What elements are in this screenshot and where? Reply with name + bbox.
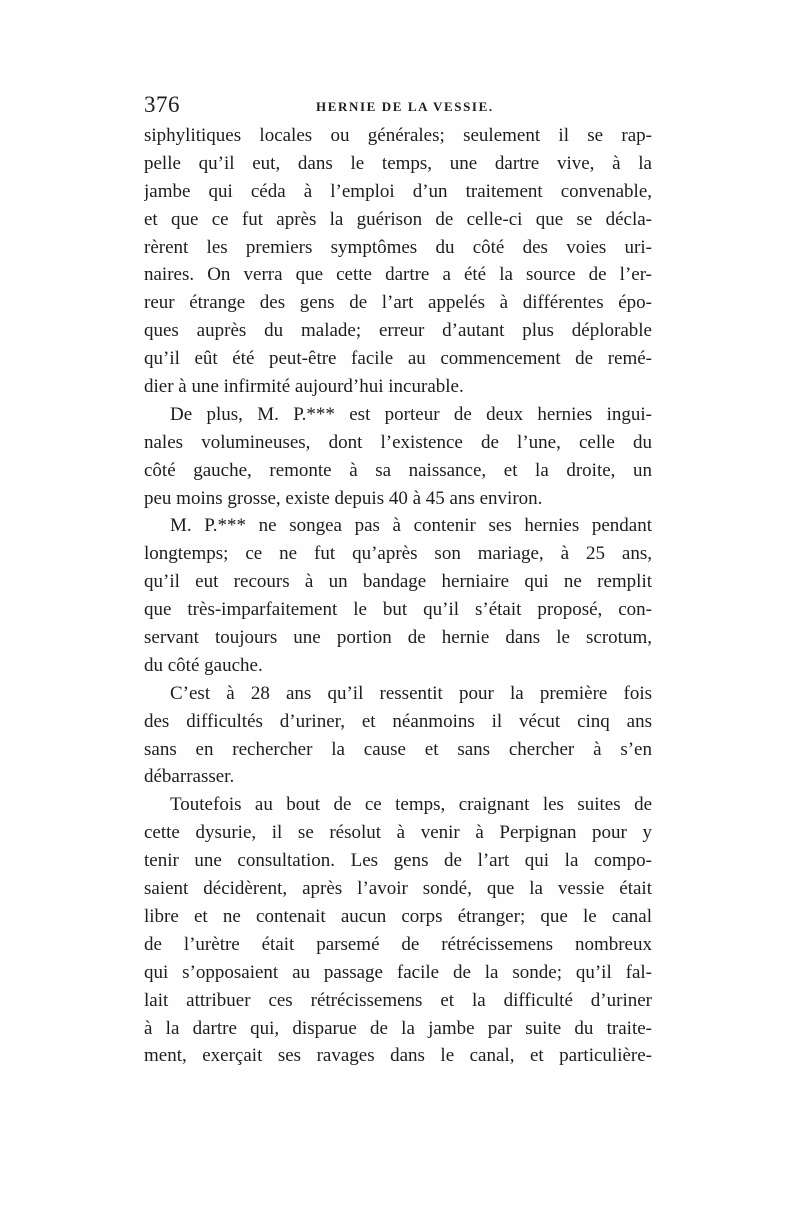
- text-line: ment, exerçait ses ravages dans le canal, et particulière-: [144, 1045, 652, 1067]
- text-line: nales volumineuses, dont l’existence de l’une, celle du: [144, 431, 652, 453]
- text-line: siphylitiques locales ou générales; seulement il se rap-: [144, 125, 652, 146]
- text-line: pelle qu’il eut, dans le temps, une dartre vive, à la: [144, 152, 652, 174]
- text-line: côté gauche, remonte à sa naissance, et la droite, un: [144, 459, 652, 481]
- text-line: rèrent les premiers symptômes du côté des voies uri-: [144, 236, 652, 258]
- text-line: longtemps; ce ne fut qu’après son mariage, à 25 ans,: [144, 543, 652, 565]
- text-line: saient décidèrent, après l’avoir sondé, que la vessie était: [144, 878, 652, 900]
- text-line: peu moins grosse, existe depuis 40 à 45 ans environ.: [144, 487, 543, 509]
- text-line: débarrasser.: [144, 766, 235, 788]
- text-line: de l’urètre était parsemé de rétrécissemens nombreux: [144, 933, 652, 955]
- text-line: qu’il eût été peut-être facile au commencement de remé-: [144, 348, 652, 370]
- text-line: que très-imparfaitement le but qu’il s’était proposé, con-: [144, 599, 652, 621]
- page-header: [144, 92, 652, 122]
- page-number: 376: [144, 92, 180, 117]
- text-line: à la dartre qui, disparue de la jambe par suite du traite-: [144, 1017, 652, 1039]
- text-line: cette dysurie, il se résolut à venir à Perpignan pour y: [144, 822, 652, 844]
- text-line: M. P.*** ne songea pas à contenir ses hernies pendant: [170, 515, 652, 537]
- text-line: et que ce fut après la guérison de celle-ci que se décla-: [144, 208, 652, 230]
- text-line: ques auprès du malade; erreur d’autant plus déplorable: [144, 320, 652, 342]
- text-line: sans en rechercher la cause et sans chercher à s’en: [144, 738, 652, 760]
- text-line: De plus, M. P.*** est porteur de deux hernies ingui-: [170, 403, 652, 425]
- running-head: HERNIE DE LA VESSIE.: [316, 99, 494, 114]
- text-line: Toutefois au bout de ce temps, craignant les suites de: [170, 794, 652, 816]
- text-line: libre et ne contenait aucun corps étranger; que le canal: [144, 905, 652, 927]
- text-line: naires. On verra que cette dartre a été la source de l’er-: [144, 264, 652, 286]
- text-line: C’est à 28 ans qu’il ressentit pour la première fois: [170, 682, 652, 704]
- text-line: servant toujours une portion de hernie dans le scrotum,: [144, 627, 652, 649]
- text-line: dier à une infirmité aujourd’hui incurable.: [144, 376, 464, 398]
- text-line: des difficultés d’uriner, et néanmoins il vécut cinq ans: [144, 710, 652, 732]
- body-text: [144, 122, 652, 1070]
- text-line: jambe qui céda à l’emploi d’un traitement convenable,: [144, 180, 652, 202]
- text-line: qui s’opposaient au passage facile de la sonde; qu’il fal-: [144, 961, 652, 983]
- text-line: du côté gauche.: [144, 654, 263, 676]
- text-line: lait attribuer ces rétrécissemens et la difficulté d’uriner: [144, 989, 652, 1011]
- text-line: tenir une consultation. Les gens de l’art qui la compo-: [144, 850, 652, 872]
- text-line: reur étrange des gens de l’art appelés à différentes épo-: [144, 292, 652, 314]
- text-line: qu’il eut recours à un bandage herniaire qui ne remplit: [144, 571, 652, 593]
